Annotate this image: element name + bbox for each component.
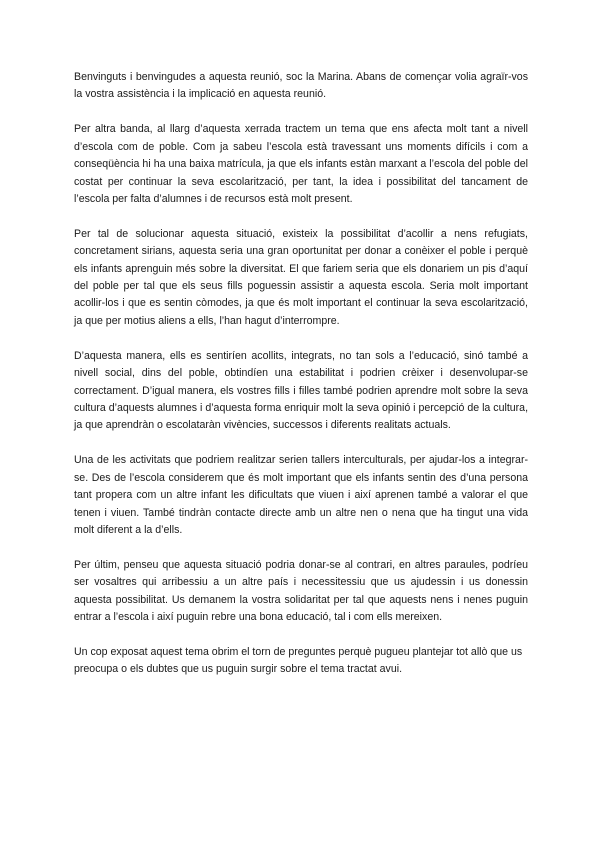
paragraph-questions: Un cop exposat aquest tema obrim el torn de preguntes perquè pugueu plantejar tot allò que us preocupa o els dubtes que us puguin surgir sobre el tema tractat avui. bbox=[74, 645, 523, 676]
document-page bbox=[74, 69, 528, 696]
paragraph-activities: Una de les activitats que podriem realitzar serien tallers interculturals, per ajudar-los a integrar-se. Des de l’escola considerem que és molt important que els infants sentin des d’una persona tant propera com un altre infant les dificultats que viuen i així aprenen també a valorar el que tenen i viuen. També tindràn contacte directe amb un altre nen o nena que ha tingut una vida molt diferent a la d’ells. bbox=[74, 454, 528, 536]
paragraph-refugee-proposal: Per tal de solucionar aquesta situació, existeix la possibilitat d’acollir a nens refugiats, concretament sirians, aquesta seria una gran oportunitat per donar a conèixer el poble i perquè els infants aprenguin més sobre la diversitat. El que fariem seria que els donariem un pis d’aquí del poble per tal que els seus fills poguessin assistir a aquesta escola. Seria molt important acollir-los i que es sentin còmodes, ja que és molt important el continuar la seva escolarització, ja que per motius aliens a ells, l’han hagut d’interrompre. bbox=[74, 227, 528, 327]
paragraph-solidarity: Per últim, penseu que aquesta situació podria donar-se al contrari, en altres paraules, podríeu ser vosaltres qui arribessiu a un altre país i necessitessiu que us ajudessin i us donessin aquesta possibilitat. Us demanem la vostra solidaritat per tal que aquests nens i nenes puguin entrar a l’escola i així puguin rebre una bona educació, tal i com ells mereixen. bbox=[74, 558, 528, 624]
paragraph-integration-benefits: D’aquesta manera, ells es sentiríen acollits, integrats, no tan sols a l’educació, sinó també a nivell social, dins del poble, obtindíen una estabilitat i podrien crèixer i desenvolupar-se correctament. D’igual manera, els vostres fills i filles també podrien aprendre molt sobre la seva cultura d’aquests alumnes i d’aquesta forma enriquir molt la seva opinió i percepció de la cultura, ja que aprendràn o escolataràn vivències, successos i diferents realitats actuals. bbox=[74, 349, 529, 432]
paragraph-school-situation: Per altra banda, al llarg d’aquesta xerrada tractem un tema que ens afecta molt tant a nivell d’escola com de poble. Com ja sabeu l’escola està travessant uns moments difícils i com a conseqüència hi ha una baixa matrícula, ja que els infants estàn marxant a l’escola del poble del costat per continuar la seva escolarització, per tant, la idea i possibilitat del tancament de l’escola per falta d’alumnes i de recursos està molt present. bbox=[74, 123, 528, 205]
paragraph-welcome: Benvinguts i benvingudes a aquesta reunió, soc la Marina. Abans de començar volia agraïr-vos la vostra assistència i la implicació en aquesta reunió. bbox=[74, 71, 528, 101]
